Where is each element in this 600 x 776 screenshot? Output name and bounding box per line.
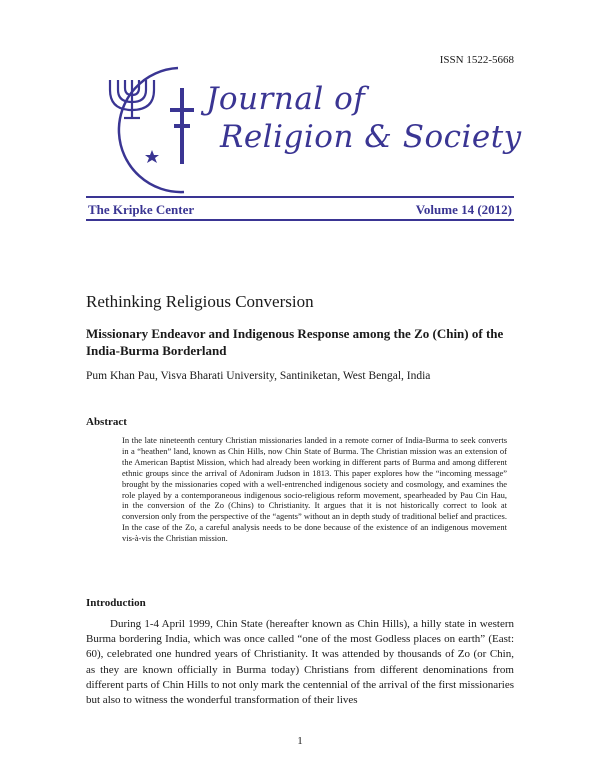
- journal-title-line1: Journal of: [206, 81, 366, 117]
- logo-arc: [119, 68, 184, 192]
- cross-icon: [170, 88, 194, 164]
- issn-label: ISSN 1522-5668: [439, 54, 514, 66]
- header-rule-top: [86, 196, 514, 198]
- introduction-text: During 1-4 April 1999, Chin State (hereafter known as Chin Hills), a hilly state in western Burma bordering India, which was once called “one of the most Godless places on earth” (East: 60), celebrated one hundred years of Christianity. It was attended by thousands of Zo (or Chin, as they are known officially in Burma today) Christians from different denominations from different parts of Chin Hills to not only mark the centennial of the arrival of the first missionaries but also to witness the wonderful transformation of their lives: [86, 618, 514, 707]
- journal-title: [206, 80, 522, 156]
- page-number: 1: [297, 735, 303, 747]
- introduction-heading: Introduction: [86, 597, 146, 609]
- journal-title-line2: Religion & Society: [220, 119, 522, 155]
- journal-logo: [86, 60, 216, 200]
- header-band: [88, 202, 512, 218]
- header-rule-bottom: [86, 219, 514, 221]
- abstract-heading: Abstract: [86, 416, 127, 428]
- article-subtitle: Missionary Endeavor and Indigenous Response among the Zo (Chin) of the India-Burma Borderland: [86, 326, 504, 358]
- crescent-star-icon: [122, 132, 159, 176]
- menorah-icon: [110, 80, 154, 118]
- article-title: Rethinking Religious Conversion: [86, 292, 314, 311]
- author-line: Pum Khan Pau, Visva Bharati University, Santiniketan, West Bengal, India: [86, 370, 431, 382]
- publisher-label: The Kripke Center: [88, 202, 195, 217]
- abstract-text: In the late nineteenth century Christian missionaries landed in a remote corner of India-Burma to seek converts in a “heathen” land, known as Chin Hills, now Chin State of Burma. The Christian mission was an extension of the American Baptist Mission, which had already been working in different parts of Burma and among different ethnic groups since the arrival of Adoniram Judson in 1813. This paper explores how the “incoming message” brought by the missionaries coped with a well-entrenched indigenous society and cosmology, and examines the role played by a contemporaneous indigenous socio-religious reform movement, spearheaded by Pau Cin Hau, in the conversion of the Zo (Chins) to Christianity. It argues that it is not historically correct to look at conversion only from the perspective of the “agents” without an in depth study of traditional belief and practices. In the case of the Zo, a careful analysis needs to be done because of the existence of an indigenous movement vis-à-vis the Christian mission.: [122, 435, 507, 544]
- volume-label: Volume 14 (2012): [415, 202, 512, 217]
